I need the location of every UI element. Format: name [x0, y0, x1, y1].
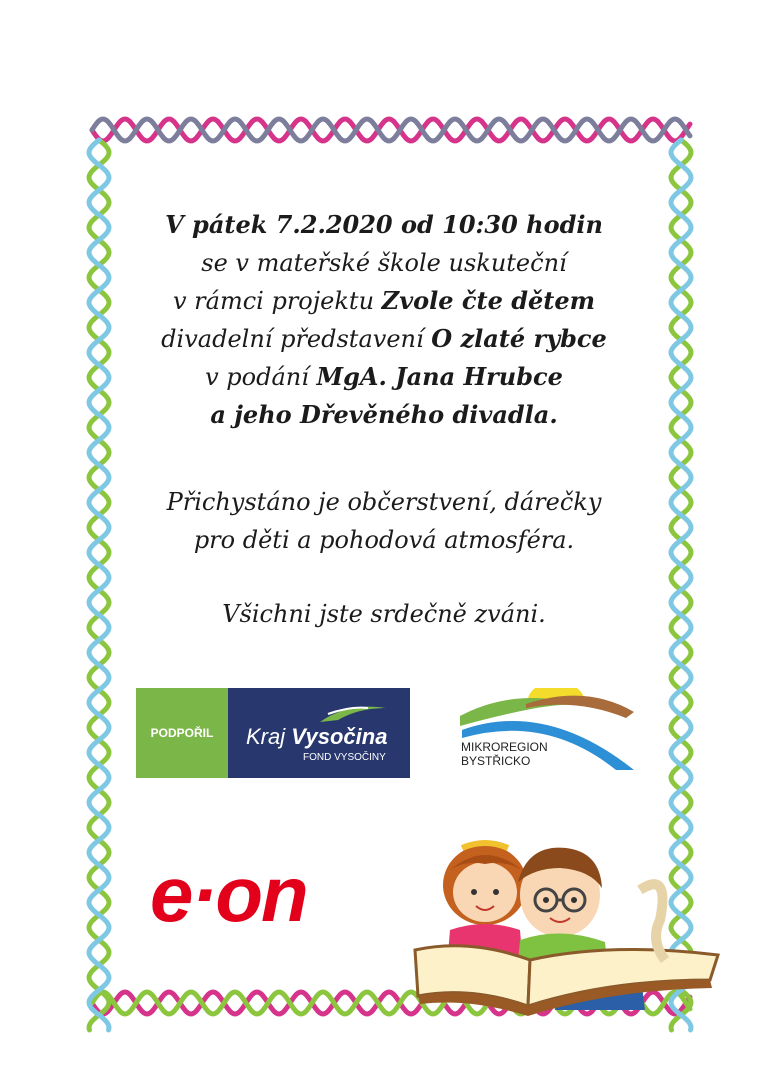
kraj-vysocina-name: Kraj Vysočina [246, 724, 388, 749]
kraj-vysocina-logo [136, 688, 410, 778]
podporil-label: PODPOŘIL [136, 688, 228, 778]
welcome-line: Všichni jste srdečně zváni. [222, 600, 546, 628]
fond-vysociny-label: FOND VYSOČINY [303, 752, 386, 763]
event-line-2: se v mateřské škole uskuteční [201, 249, 567, 277]
hills-sun-icon [456, 688, 646, 783]
children-reading-illustration [410, 830, 730, 1020]
eon-wordmark: e·on [150, 850, 307, 938]
eon-logo [150, 850, 307, 938]
mikroregion-bystricko-logo [456, 688, 646, 783]
event-line-3: v rámci projektu Zvole čte dětem [172, 286, 596, 315]
refreshments-line-1: Přichystáno je občerstvení, dárečky [166, 488, 602, 516]
welcome-note [120, 595, 648, 633]
event-line-1: V pátek 7.2.2020 od 10:30 hodin [165, 210, 603, 239]
mikroregion-text: MIKROREGION BYSTŘICKO [461, 740, 548, 768]
event-line-5: v podání MgA. Jana Hrubce [205, 362, 563, 391]
refreshments-note [120, 483, 648, 559]
event-line-4: divadelní představení O zlaté rybce [161, 324, 607, 353]
refreshments-line-2: pro děti a pohodová atmosféra. [193, 526, 575, 554]
kraj-vysocina-panel [228, 688, 410, 778]
event-details [120, 206, 648, 434]
swoosh-icon [318, 702, 388, 724]
event-line-6: a jeho Dřevěného divadla. [210, 400, 558, 429]
